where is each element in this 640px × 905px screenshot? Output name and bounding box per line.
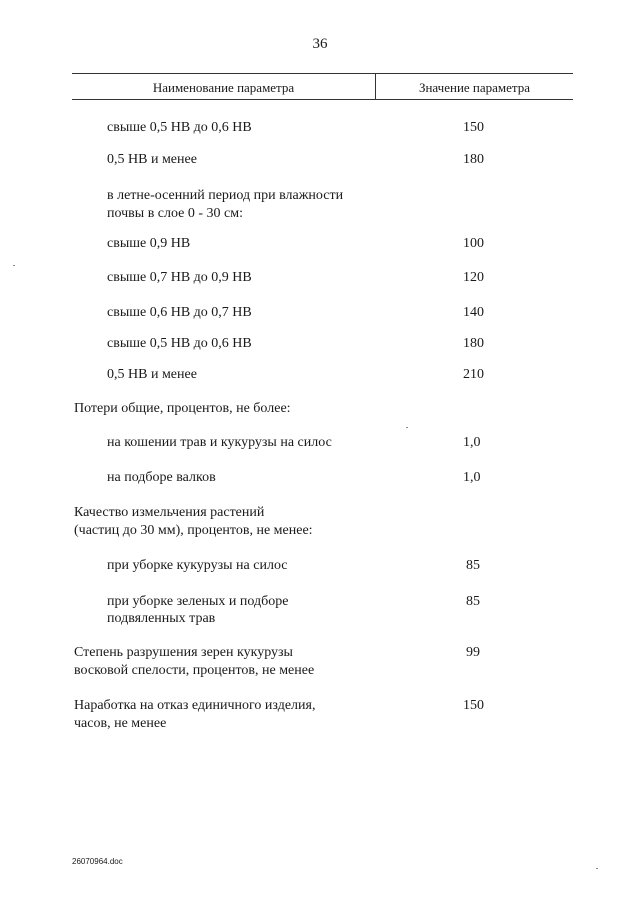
row-label-line-2: почвы в слое 0 - 30 см: [107,206,244,221]
row-label-line-2: часов, не менее [74,716,167,731]
row-label: при уборке кукурузы на силос [107,558,288,573]
row-label: Наработка на отказ единичного изделия, [74,698,316,713]
row-label-line-2: подвяленных трав [107,611,216,626]
row-label: 0,5 НВ и менее [107,367,197,382]
row-value: 140 [463,305,484,320]
row-label: при уборке зеленых и подборе [107,594,289,609]
row-label: свыше 0,7 НВ до 0,9 НВ [107,270,252,285]
row-value: 150 [463,120,484,135]
row-value: 85 [466,594,480,609]
row-label: 0,5 НВ и менее [107,152,197,167]
row-value: 210 [463,367,484,382]
row-label: Качество измельчения растений [74,505,265,520]
row-value: 180 [463,336,484,351]
scan-speck [13,265,15,266]
scan-speck [596,868,598,869]
row-label: свыше 0,5 НВ до 0,6 НВ [107,336,252,351]
row-label: на подборе валков [107,470,216,485]
row-value: 120 [463,270,484,285]
header-parameter-name: Наименование параметра [152,80,295,95]
row-label-line-2: восковой спелости, процентов, не менее [74,663,315,678]
row-value: 1,0 [463,435,481,450]
row-label: свыше 0,9 НВ [107,236,191,251]
scan-speck [406,427,408,428]
header-parameter-value: Значение параметра [418,80,531,95]
page-number: 36 [312,36,328,52]
row-value: 85 [466,558,480,573]
row-value: 100 [463,236,484,251]
row-label-line-2: (частиц до 30 мм), процентов, не менее: [74,523,313,538]
row-value: 1,0 [463,470,481,485]
row-value: 99 [466,645,480,660]
row-value: 150 [463,698,484,713]
row-label: Степень разрушения зерен кукурузы [74,645,293,660]
footer-filename: 26070964.doc [72,857,123,866]
row-label: на кошении трав и кукурузы на силос [107,435,332,450]
row-label: свыше 0,6 НВ до 0,7 НВ [107,305,252,320]
row-label: в летне-осенний период при влажности [107,188,344,203]
row-value: 180 [463,152,484,167]
row-label: Потери общие, процентов, не более: [74,401,291,416]
row-label: свыше 0,5 НВ до 0,6 НВ [107,120,252,135]
